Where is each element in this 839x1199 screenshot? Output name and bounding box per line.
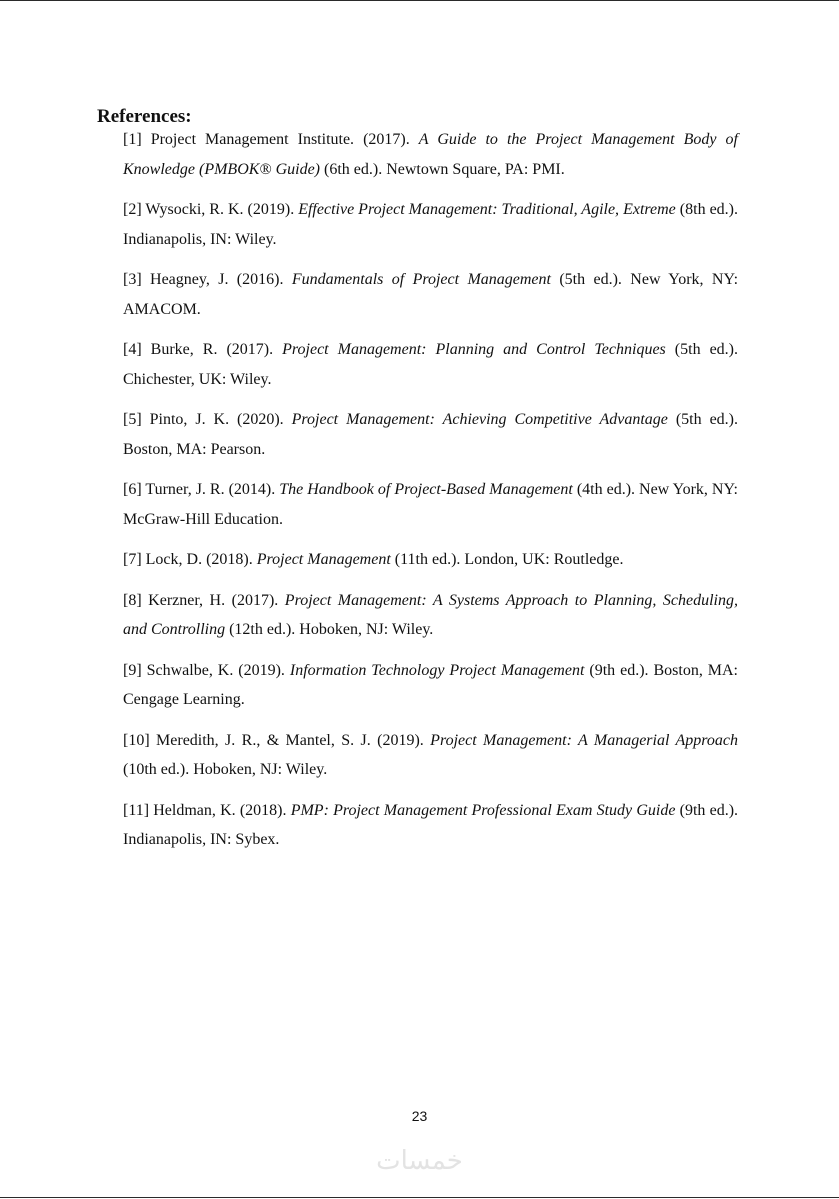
reference-prefix: [3] Heagney, J. (2016).	[123, 271, 292, 288]
reference-suffix: (8th ed.). Indianapolis, IN: Wiley.	[123, 201, 738, 248]
reference-prefix: [4] Burke, R. (2017).	[123, 341, 283, 358]
reference-suffix: (5th ed.). New York, NY: AMACOM.	[123, 271, 739, 318]
reference-suffix: (5th ed.). Chichester, UK: Wiley.	[123, 341, 739, 388]
reference-suffix: (9th ed.). Boston, MA: Cengage Learning.	[123, 661, 738, 708]
reference-item	[123, 545, 738, 575]
reference-prefix: [9] Schwalbe, K. (2019).	[123, 661, 290, 679]
references-heading: References:	[97, 106, 192, 127]
reference-prefix: [11] Heldman, K. (2018).	[123, 801, 291, 819]
reference-item	[123, 726, 738, 785]
reference-prefix: [1] Project Management Institute. (2017).	[123, 131, 419, 148]
reference-suffix: (9th ed.). Indianapolis, IN: Sybex.	[123, 801, 739, 848]
reference-prefix: [7] Lock, D. (2018).	[123, 551, 257, 568]
reference-title: PMP: Project Management Professional Exam Study Guide	[290, 801, 676, 819]
reference-item	[123, 656, 738, 715]
reference-title: A Guide to the Project Management Body of Knowledge (PMBOK® Guide)	[123, 131, 738, 178]
reference-suffix: (12th ed.). Hoboken, NJ: Wiley.	[225, 621, 434, 638]
page-number: 23	[411, 1108, 428, 1124]
reference-item	[123, 335, 738, 394]
reference-title: The Handbook of Project-Based Management	[279, 481, 573, 498]
reference-title: Project Management: Achieving Competitive Advantage	[291, 411, 668, 428]
reference-title: Fundamentals of Project Management	[291, 271, 551, 288]
reference-prefix: [5] Pinto, J. K. (2020).	[123, 411, 292, 428]
reference-prefix: [8] Kerzner, H. (2017).	[123, 591, 285, 609]
reference-title: Project Management: A Managerial Approach	[430, 731, 739, 749]
reference-list	[123, 125, 738, 866]
reference-prefix: [2] Wysocki, R. K. (2019).	[123, 201, 299, 218]
reference-suffix: (11th ed.). London, UK: Routledge.	[390, 551, 624, 568]
reference-item	[123, 125, 738, 184]
reference-item	[123, 405, 738, 464]
reference-item	[123, 796, 738, 855]
reference-title: Information Technology Project Management	[289, 661, 585, 679]
bottom-border-line	[0, 1197, 839, 1198]
reference-suffix: (4th ed.). New York, NY: McGraw-Hill Education.	[123, 481, 738, 528]
reference-title: Project Management: Planning and Control Techniques	[282, 341, 666, 358]
reference-item	[123, 586, 738, 645]
reference-title: Project Management	[256, 551, 391, 568]
reference-suffix: (6th ed.). Newtown Square, PA: PMI.	[320, 160, 565, 178]
reference-item	[123, 265, 738, 324]
top-border-line	[0, 0, 839, 1]
reference-item	[123, 195, 738, 254]
watermark-logo: خمسات	[376, 1146, 463, 1176]
reference-prefix: [10] Meredith, J. R., & Mantel, S. J. (2019).	[123, 731, 431, 749]
reference-prefix: [6] Turner, J. R. (2014).	[123, 481, 280, 498]
reference-title: Effective Project Management: Traditional, Agile, Extreme	[298, 201, 676, 218]
reference-suffix: (10th ed.). Hoboken, NJ: Wiley.	[123, 761, 328, 778]
reference-suffix: (5th ed.). Boston, MA: Pearson.	[123, 411, 739, 458]
reference-title: Project Management: A Systems Approach to Planning, Scheduling, and Controlling	[123, 591, 738, 638]
reference-item	[123, 475, 738, 534]
